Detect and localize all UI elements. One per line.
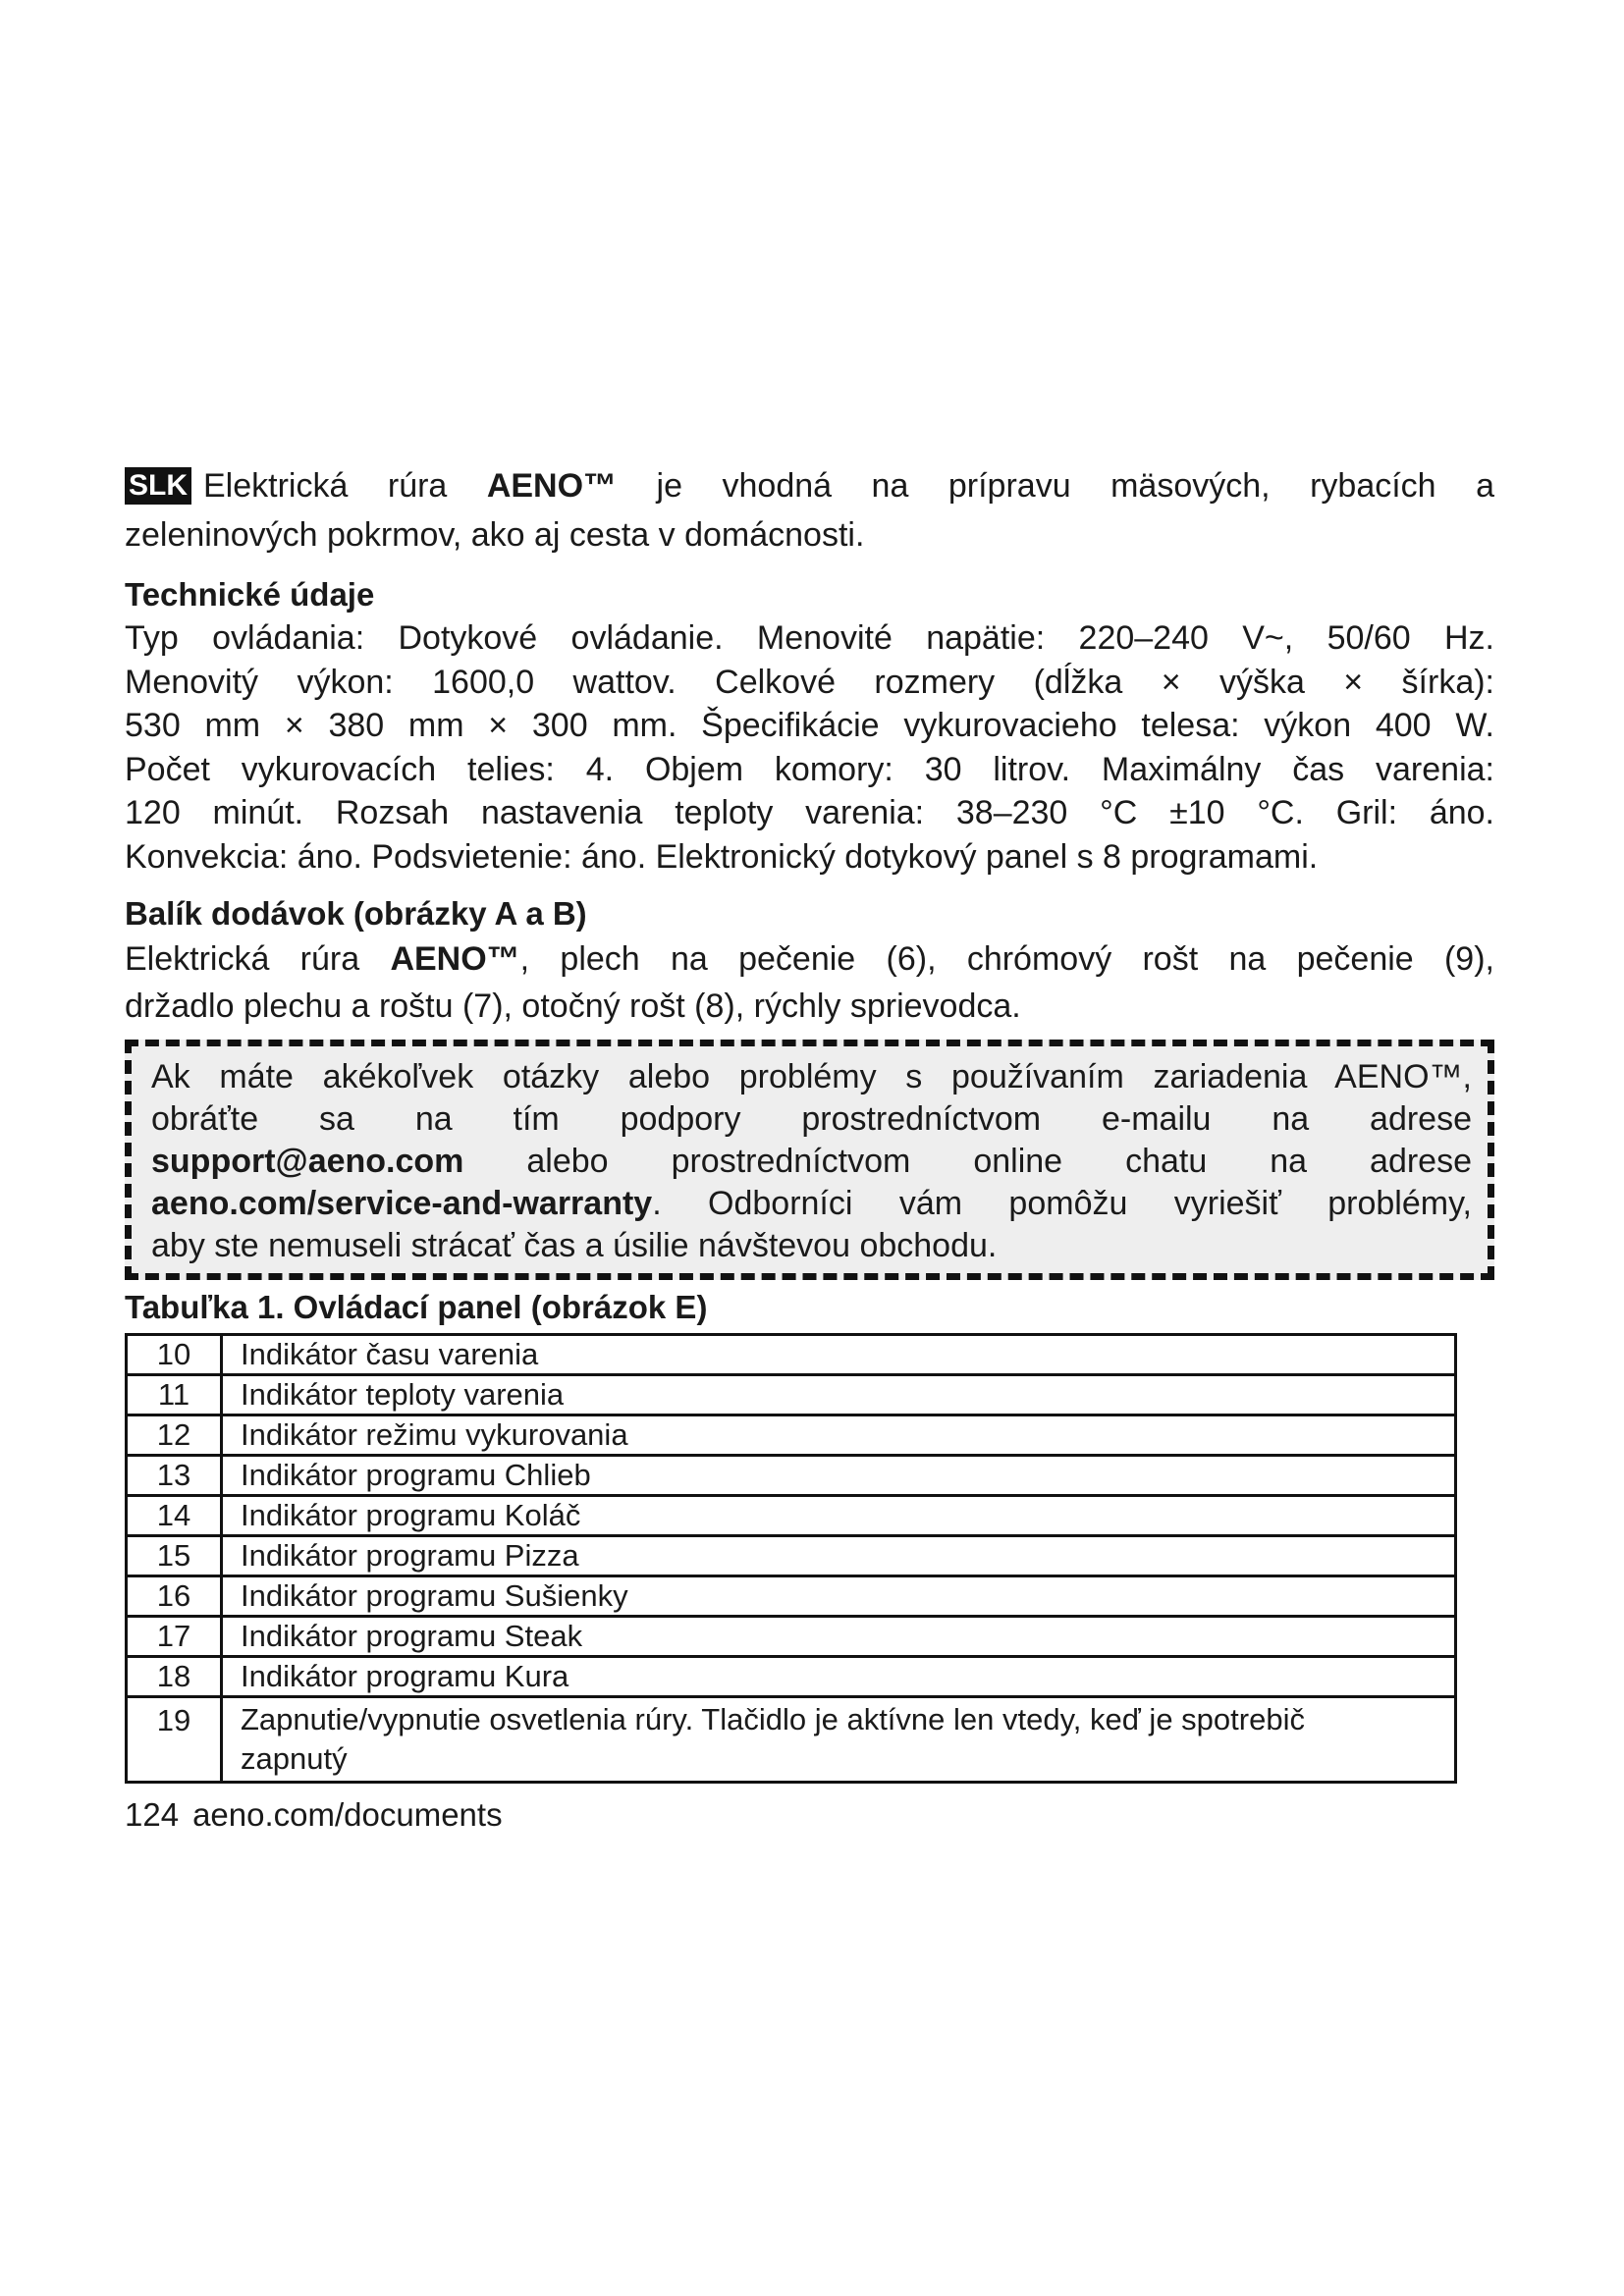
brand-name: AENO™ — [486, 467, 618, 505]
row-description: Zapnutie/vypnutie osvetlenia rúry. Tlačidlo je aktívne len vtedy, keď je spotrebič zapnutý — [222, 1697, 1456, 1783]
row-description: Indikátor programu Kura — [222, 1657, 1456, 1697]
row-number: 19 — [127, 1697, 222, 1783]
row-number: 11 — [127, 1375, 222, 1415]
row-description: Indikátor programu Pizza — [222, 1536, 1456, 1576]
specs-line: Typ ovládania: Dotykové ovládanie. Menovité napätie: 220–240 V~, 50/60 Hz. — [125, 619, 1494, 657]
intro-paragraph — [125, 461, 1494, 560]
brand-name: AENO™ — [390, 940, 520, 978]
support-line-5: aby ste nemuseli strácať čas a úsilie návštevou obchodu. — [151, 1227, 998, 1264]
documents-url[interactable]: aeno.com/documents — [192, 1796, 503, 1833]
table-row — [127, 1375, 1456, 1415]
delivery-paragraph — [125, 935, 1494, 1030]
page-footer — [125, 1793, 1494, 1837]
row-number: 13 — [127, 1456, 222, 1496]
table-row — [127, 1536, 1456, 1576]
control-panel-table — [125, 1333, 1457, 1784]
page-number: 124 — [125, 1796, 180, 1833]
specs-line: Konvekcia: áno. Podsvietenie: áno. Elektronický dotykový panel s 8 programami. — [125, 837, 1319, 876]
delivery-line-1: Elektrická rúra AENO™, plech na pečenie (6), chrómový rošt na pečenie (9), — [125, 940, 1494, 978]
specs-paragraph — [125, 616, 1494, 879]
intro-line-2: zeleninových pokrmov, ako aj cesta v domácnosti. — [125, 516, 865, 554]
support-line-3: support@aeno.com alebo prostredníctvom online chatu na adrese — [151, 1143, 1472, 1180]
support-email[interactable]: support@aeno.com — [151, 1143, 464, 1180]
intro-line-1: SLK Elektrická rúra AENO™ je vhodná na prípravu mäsových, rybacích a — [125, 461, 1494, 510]
support-url[interactable]: aeno.com/service-and-warranty — [151, 1185, 653, 1222]
table-row — [127, 1335, 1456, 1375]
row-number: 14 — [127, 1496, 222, 1536]
row-description: Indikátor programu Chlieb — [222, 1456, 1456, 1496]
row-description: Indikátor programu Steak — [222, 1617, 1456, 1657]
language-badge: SLK — [125, 467, 191, 505]
delivery-heading: Balík dodávok (obrázky A a B) — [125, 895, 587, 932]
specs-line: 530 mm × 380 mm × 300 mm. Špecifikácie vykurovacieho telesa: výkon 400 W. — [125, 707, 1494, 744]
table-row — [127, 1657, 1456, 1697]
specs-heading: Technické údaje — [125, 576, 375, 613]
support-line-1: Ak máte akékoľvek otázky alebo problémy s používaním zariadenia AENO™, — [151, 1058, 1472, 1095]
table-row — [127, 1496, 1456, 1536]
delivery-line-2: držadlo plechu a roštu (7), otočný rošt (8), rýchly sprievodca. — [125, 988, 1021, 1025]
row-number: 15 — [127, 1536, 222, 1576]
specs-line: Menovitý výkon: 1600,0 wattov. Celkové rozmery (dĺžka × výška × šírka): — [125, 663, 1494, 701]
row-description: Indikátor programu Koláč — [222, 1496, 1456, 1536]
specs-line: Počet vykurovacích telies: 4. Objem komory: 30 litrov. Maximálny čas varenia: — [125, 750, 1494, 788]
table-row — [127, 1697, 1456, 1783]
table-row — [127, 1415, 1456, 1456]
row-description: Indikátor programu Sušienky — [222, 1576, 1456, 1617]
row-description: Indikátor času varenia — [222, 1335, 1456, 1375]
row-number: 10 — [127, 1335, 222, 1375]
table-row — [127, 1456, 1456, 1496]
row-description: Indikátor režimu vykurovania — [222, 1415, 1456, 1456]
row-description: Indikátor teploty varenia — [222, 1375, 1456, 1415]
document-page — [125, 461, 1494, 1837]
support-notice-box — [125, 1040, 1494, 1280]
row-number: 18 — [127, 1657, 222, 1697]
table-row — [127, 1617, 1456, 1657]
table-row — [127, 1576, 1456, 1617]
specs-line: 120 minút. Rozsah nastavenia teploty varenia: 38–230 °C ±10 °C. Gril: áno. — [125, 794, 1494, 831]
row-number: 17 — [127, 1617, 222, 1657]
row-number: 16 — [127, 1576, 222, 1617]
row-number: 12 — [127, 1415, 222, 1456]
support-line-4: aeno.com/service-and-warranty. Odborníci vám pomôžu vyriešiť problémy, — [151, 1185, 1472, 1222]
support-line-2: obráťte sa na tím podpory prostredníctvom e-mailu na adrese — [151, 1100, 1472, 1138]
table-title: Tabuľka 1. Ovládací panel (obrázok E) — [125, 1289, 708, 1325]
